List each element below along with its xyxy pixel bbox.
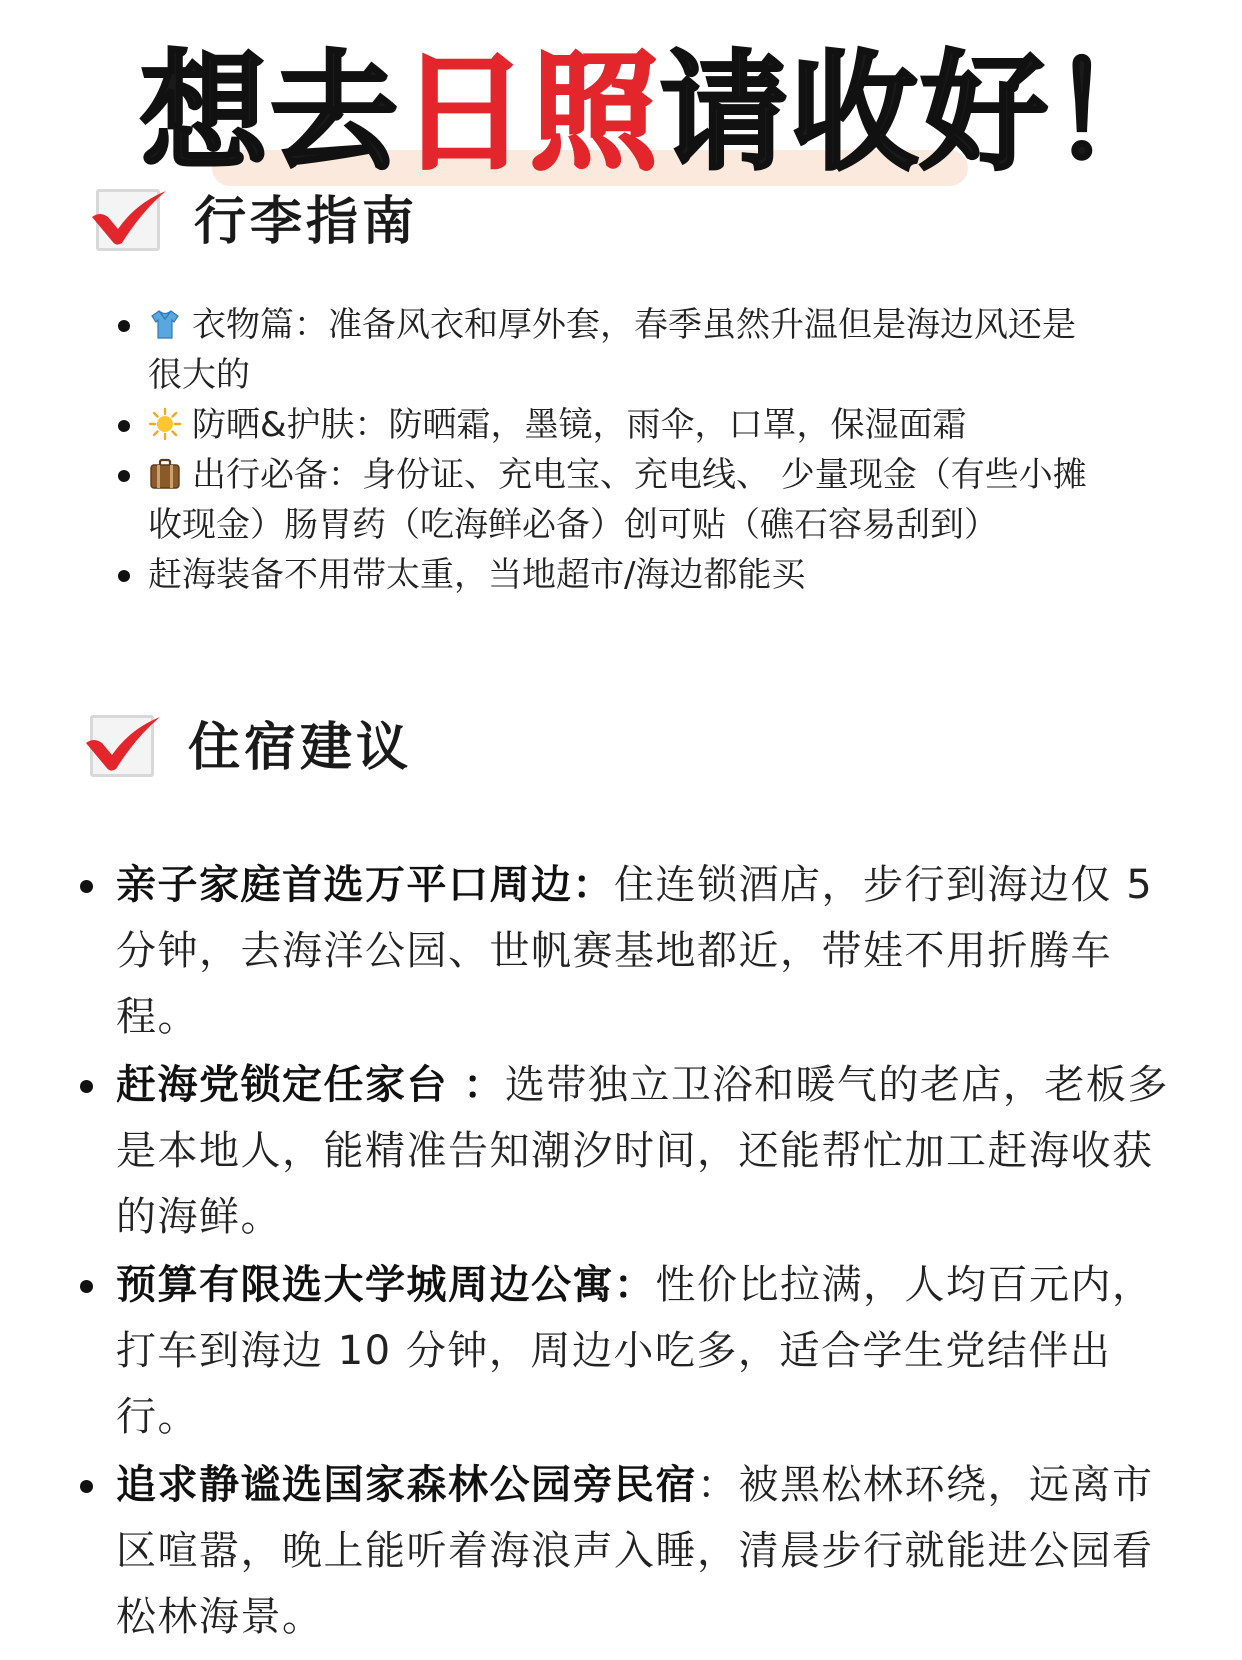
list-item: 预算有限选大学城周边公寓：性价比拉满，人均百元内，打车到海边 10 分钟，周边小吃多，适合学生党结伴出行。 <box>78 1252 1178 1450</box>
check-icon <box>80 707 154 777</box>
title-part-1: 想去 <box>140 39 401 188</box>
list-item: 赶海装备不用带太重，当地超市/海边都能买 <box>112 550 1102 600</box>
luggage-list <box>112 300 1102 600</box>
page-title <box>140 34 1180 194</box>
lodging-list <box>78 852 1178 1650</box>
sun-icon <box>148 405 182 439</box>
section-lodging-title: 住宿建议 <box>188 717 413 778</box>
section-lodging-header <box>80 702 412 782</box>
title-part-3: 请收好！ <box>660 39 1181 188</box>
list-item: 防晒&护肤：防晒霜，墨镜，雨伞，口罩，保湿面霜 <box>112 400 1102 450</box>
section-luggage-header <box>86 176 418 256</box>
list-item: 衣物篇：准备风衣和厚外套，春季虽然升温但是海边风还是很大的 <box>112 300 1102 400</box>
shirt-icon <box>148 305 182 339</box>
list-item: 追求静谧选国家森林公园旁民宿：被黑松林环绕，远离市区喧嚣，晚上能听着海浪声入睡，清晨步行就能进公园看松林海景。 <box>78 1452 1178 1650</box>
suitcase-icon <box>148 455 182 489</box>
list-item: 亲子家庭首选万平口周边：住连锁酒店，步行到海边仅 5 分钟，去海洋公园、世帆赛基地都近，带娃不用折腾车程。 <box>78 852 1178 1050</box>
check-icon <box>86 181 160 251</box>
title-area <box>0 34 1242 194</box>
section-luggage-title: 行李指南 <box>194 191 419 252</box>
title-part-2: 日照 <box>400 39 661 188</box>
list-item: 赶海党锁定任家台 ：选带独立卫浴和暖气的老店，老板多是本地人，能精准告知潮汐时间，还能帮忙加工赶海收获的海鲜。 <box>78 1052 1178 1250</box>
list-item: 出行必备：身份证、充电宝、充电线、 少量现金（有些小摊收现金）肠胃药（吃海鲜必备）创可贴（礁石容易刮到） <box>112 450 1102 550</box>
